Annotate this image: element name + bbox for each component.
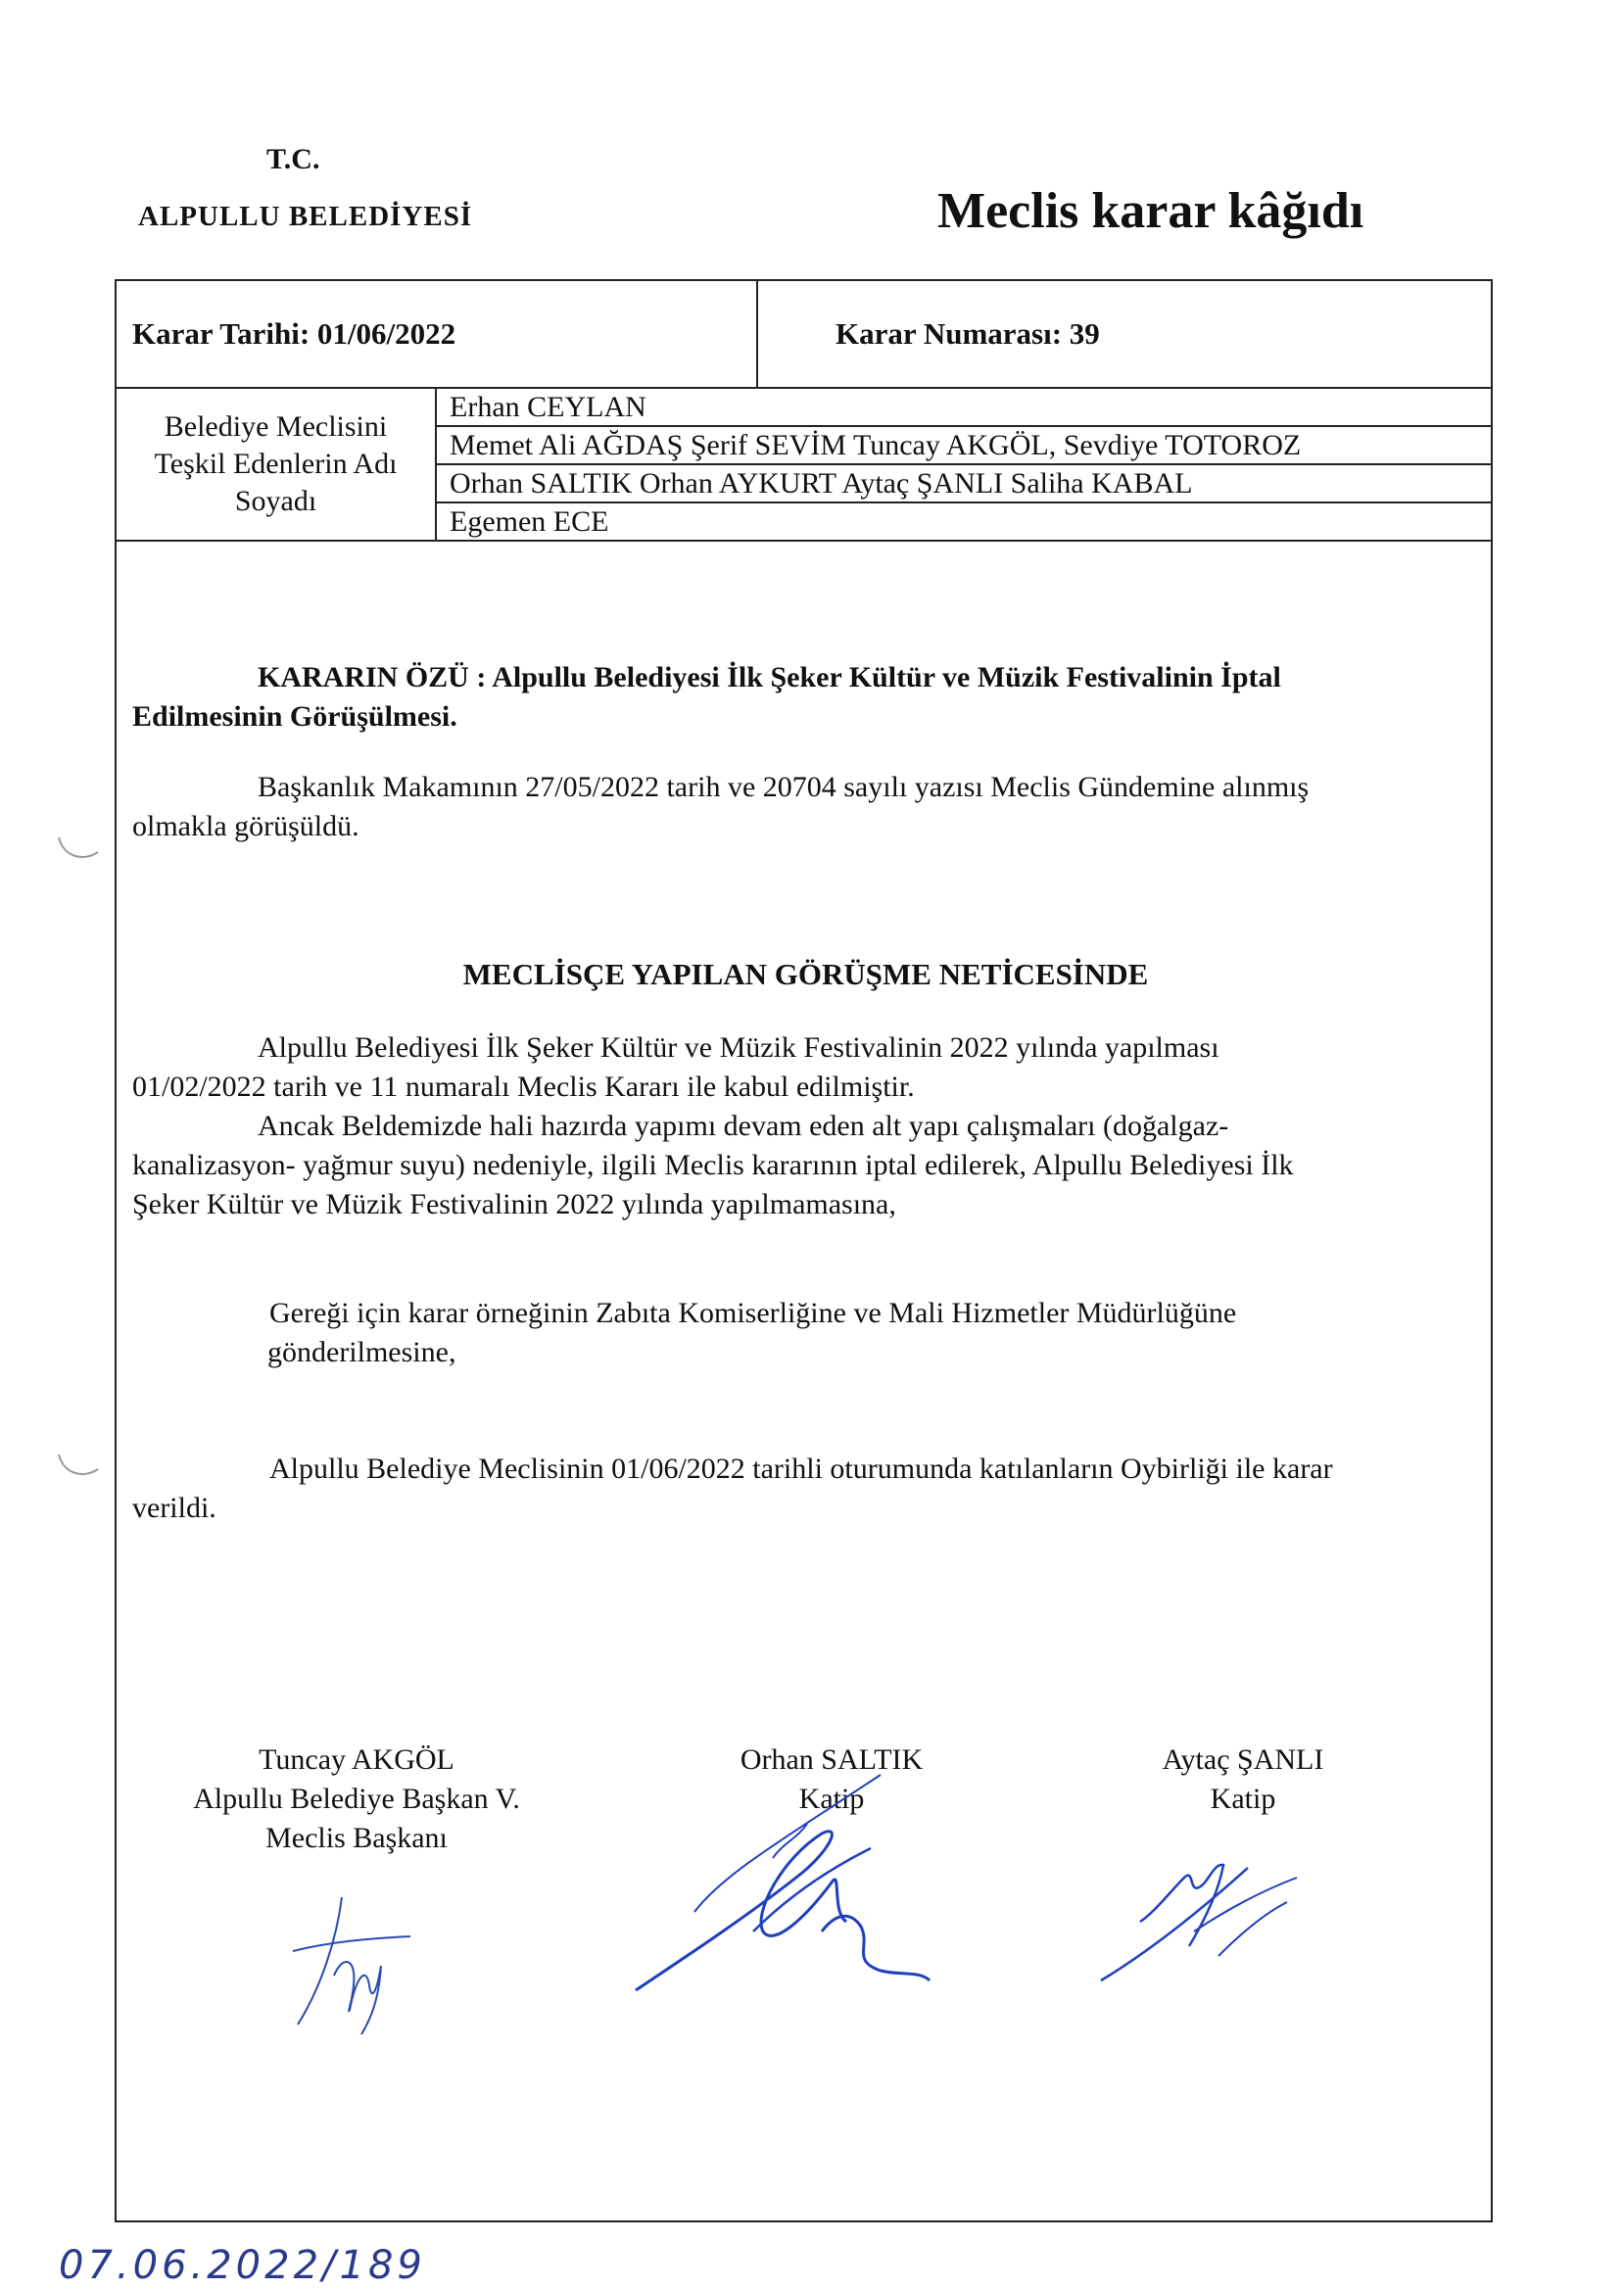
members-label: Belediye Meclisini Teşkil Edenlerin Adı Soyadı: [154, 410, 398, 517]
member-row-line: [435, 463, 1491, 465]
binder-hole-mark-icon: [54, 1450, 103, 1489]
signature-mark-clerk-1: [636, 1765, 959, 2010]
section-heading: MECLİSÇE YAPILAN GÖRÜŞME NETİCESİNDE: [462, 957, 1149, 991]
document-title: Meclis karar kâğıdı: [937, 183, 1364, 239]
intro-paragraph: Başkanlık Makamının 27/05/2022 tarih ve 20704 sayılı yazısı Meclis Gündemine alınmış olmakla görüşüldü.: [132, 771, 1310, 842]
body-paragraph-1: Alpullu Belediyesi İlk Şeker Kültür ve Müzik Festivalinin 2022 yılında yapılması 01/02/2022 tarih ve 11 numaralı Meclis Kararı ile kabul edilmiştir.: [132, 1031, 1219, 1103]
signature-mark-chairman: [263, 1887, 440, 2034]
member-row-2: Memet Ali AĞDAŞ Şerif SEVİM Tuncay AKGÖL, Sevdiye TOTOROZ: [450, 429, 1302, 461]
header-organization: ALPULLU BELEDİYESİ: [138, 201, 473, 232]
header-tc: T.C.: [266, 143, 320, 175]
signature-block-clerk-1: Orhan SALTIK Katip: [740, 1743, 924, 1815]
member-row-3: Orhan SALTIK Orhan AYKURT Aytaç ŞANLI Saliha KABAL: [450, 467, 1193, 500]
member-row-line: [435, 425, 1491, 427]
info-row-bottom-line: [117, 387, 1491, 389]
decision-form-frame: [115, 279, 1493, 2222]
signature-block-clerk-2: Aytaç ŞANLI Katip: [1162, 1743, 1324, 1815]
info-divider: [756, 281, 758, 387]
decision-number: Karar Numarası: 39: [836, 316, 1100, 351]
binder-hole-mark-icon: [54, 833, 103, 872]
decision-summary: KARARIN ÖZÜ : Alpullu Belediyesi İlk Şeker Kültür ve Müzik Festivalinin İptal Edilmesinin Görüşülmesi.: [132, 661, 1281, 733]
signature-mark-clerk-2: [1101, 1853, 1316, 1990]
body-paragraph-3: Gereği için karar örneğinin Zabıta Komiserliğine ve Mali Hizmetler Müdürlüğüne gönderilmesine,: [267, 1297, 1237, 1368]
member-row-1: Erhan CEYLAN: [450, 391, 646, 423]
member-row-line: [435, 501, 1491, 503]
handwritten-registry-note: 07.06.2022/189: [59, 2243, 426, 2288]
member-row-4: Egemen ECE: [450, 505, 609, 538]
decision-date: Karar Tarihi: 01/06/2022: [132, 316, 456, 351]
body-paragraph-2: Ancak Beldemizde hali hazırda yapımı devam eden alt yapı çalışmaları (doğalgaz- kanalizasyon- yağmur suyu) nedeniyle, ilgili Meclis kararının iptal edilerek, Alpullu Belediyesi İlk Şeker Kültür ve Müzik Festivalinin 2022 yılında yapılmamasına,: [132, 1110, 1294, 1220]
signature-block-chairman: Tuncay AKGÖL Alpullu Belediye Başkan V. Meclis Başkanı: [193, 1743, 520, 1854]
members-bottom-line: [117, 540, 1491, 542]
body-paragraph-4: Alpullu Belediye Meclisinin 01/06/2022 tarihli oturumunda katılanların Oybirliği ile karar verildi.: [132, 1453, 1333, 1524]
